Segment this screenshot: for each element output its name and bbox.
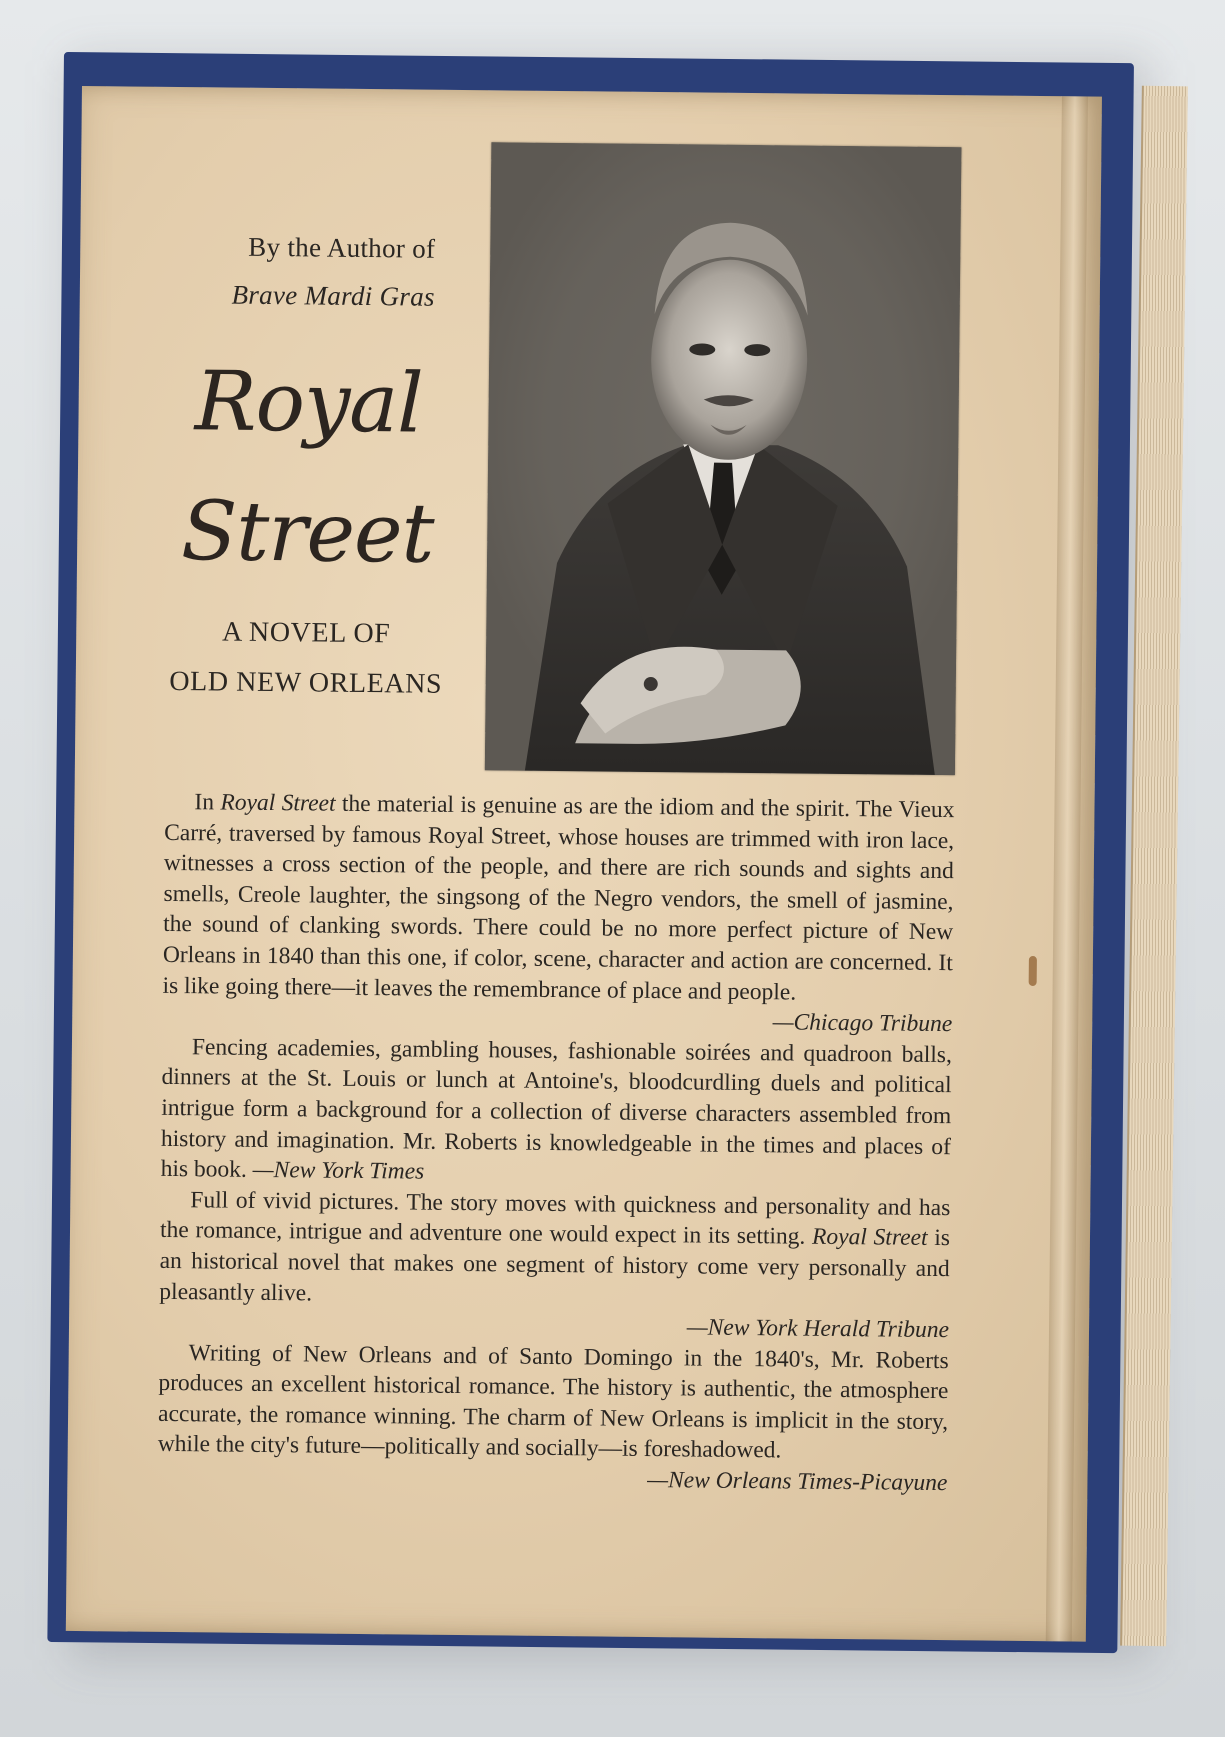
review-text: Fencing academies, gambling houses, fashionable soirées and quadroon balls, dinners at the St. Louis or lunch at Antoine's, bloodcurdling duels and political intrigue form a background for a collection of diverse characters assembled from history and imagination. Mr. Roberts is knowledgeable in the times and places of his book. xyxy=(160,1033,953,1183)
review-text: is an historical novel that makes one segment of history come very personally and pleasantly alive. xyxy=(159,1225,951,1306)
book-subtitle xyxy=(136,607,477,711)
byline-prefix: By the Author of xyxy=(248,231,436,264)
byline xyxy=(175,222,436,321)
review-herald-tribune xyxy=(159,1185,950,1316)
review-source: —Chicago Tribune xyxy=(772,1009,953,1038)
review-new-york-times xyxy=(160,1032,952,1193)
review-chicago-tribune xyxy=(162,787,954,1009)
review-excerpts xyxy=(157,787,954,1499)
author-portrait-illustration xyxy=(485,142,962,775)
subtitle-line-1: A NOVEL OF xyxy=(221,616,391,650)
review-source: —New York Herald Tribune xyxy=(686,1314,950,1344)
review-title-ref: Royal Street xyxy=(811,1224,928,1252)
jacket-fold xyxy=(1046,96,1088,1641)
subtitle-line-2: OLD NEW ORLEANS xyxy=(169,665,443,700)
title-line-1: Royal xyxy=(194,354,423,452)
previous-book-title: Brave Mardi Gras xyxy=(231,279,435,312)
review-text: Writing of New Orleans and of Santo Domingo in the 1840's, Mr. Roberts produces an excellent historical romance. The history is authentic, the atmosphere accurate, the romance winning. The charm of New Orleans is implicit in the story, while the city's future—politically and socially—is foreshadowed. xyxy=(157,1339,949,1464)
author-portrait xyxy=(485,142,962,775)
review-source: —New Orleans Times-Picayune xyxy=(647,1467,948,1497)
title-line-2: Street xyxy=(180,484,434,582)
jacket-stain xyxy=(1029,956,1037,986)
dust-jacket-back xyxy=(66,86,1102,1642)
review-source: —New York Times xyxy=(252,1156,425,1185)
review-text: the material is genuine as are the idiom and the spirit. The Vieux Carré, traversed by famous Royal Street, whose houses are trimmed with iron lace, witnesses a cross section of the people, and there are rich sounds and sights and smells, Creole laughter, the singsong of the Negro vendors, the smell of jasmine, the sound of clanking swords. There could be no more perfect picture of New Orleans in 1840 than this one, if color, scene, character and action are concerned. It is like going there—it leaves the remembrance of place and people. xyxy=(162,790,955,1006)
review-title-ref: Royal Street xyxy=(220,789,336,817)
review-times-picayune xyxy=(158,1338,949,1469)
review-text: In xyxy=(194,789,221,816)
book-title xyxy=(137,337,480,601)
review-text: Full of vivid pictures. The story moves with quickness and personality and has the romance, intrigue and adventure one would expect in its setting. xyxy=(159,1186,951,1251)
